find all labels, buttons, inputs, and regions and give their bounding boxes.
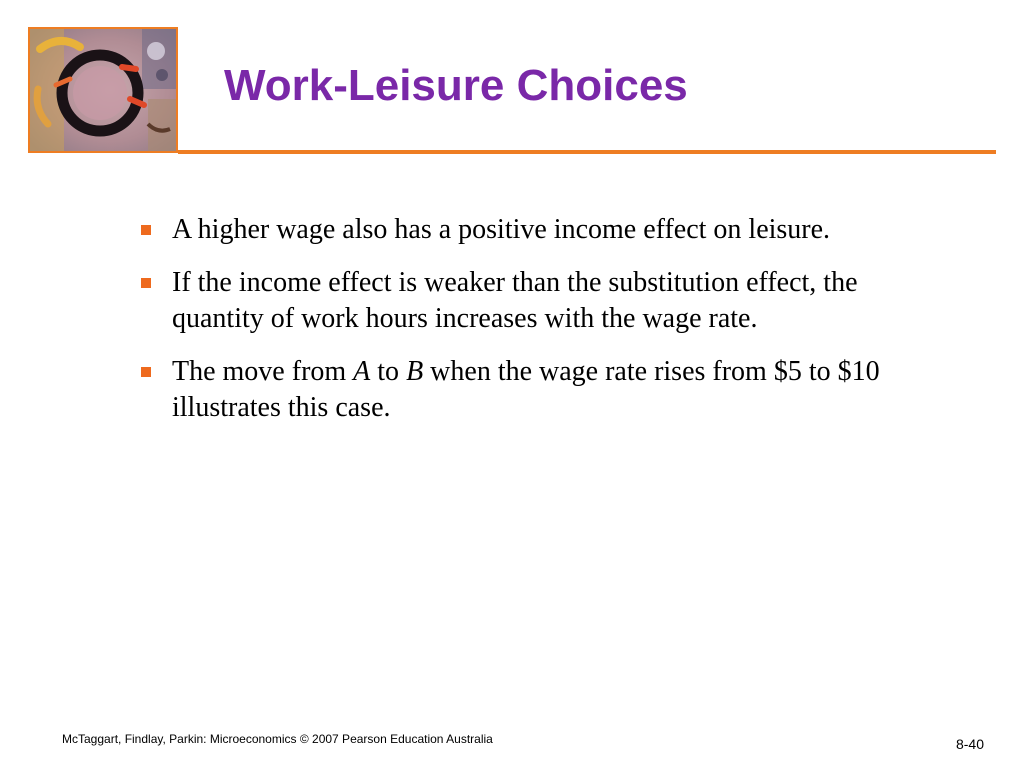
slide-title: Work-Leisure Choices (224, 61, 688, 110)
bullet-text-segment: when the wage rate rises from $5 to $10 illustrates this case. (172, 356, 880, 423)
bullet-text-segment: to (370, 356, 407, 387)
bullet-text: A higher wage also has a positive income effect on leisure. (172, 214, 831, 245)
slide-number: 8-40 (955, 736, 984, 752)
bullet-item (138, 354, 898, 426)
title-divider (178, 150, 996, 154)
square-bullet-icon (141, 367, 151, 377)
bullet-item (138, 212, 898, 248)
logo-artwork-icon (28, 27, 178, 153)
square-bullet-icon (141, 278, 151, 288)
footer-citation: McTaggart, Findlay, Parkin: Microeconomics © 2007 Pearson Education Australia (62, 732, 493, 746)
point-b-label: B (406, 356, 424, 387)
square-bullet-icon (141, 225, 151, 235)
bullet-item (138, 265, 898, 337)
bullet-text (172, 356, 880, 423)
bullet-list (138, 212, 898, 443)
point-a-label: A (353, 356, 371, 387)
abstract-circle-artwork (30, 29, 176, 151)
bullet-text-segment: The move from (172, 356, 354, 387)
bullet-text: If the income effect is weaker than the substitution effect, the quantity of work hours increases with the wage rate. (172, 267, 858, 334)
